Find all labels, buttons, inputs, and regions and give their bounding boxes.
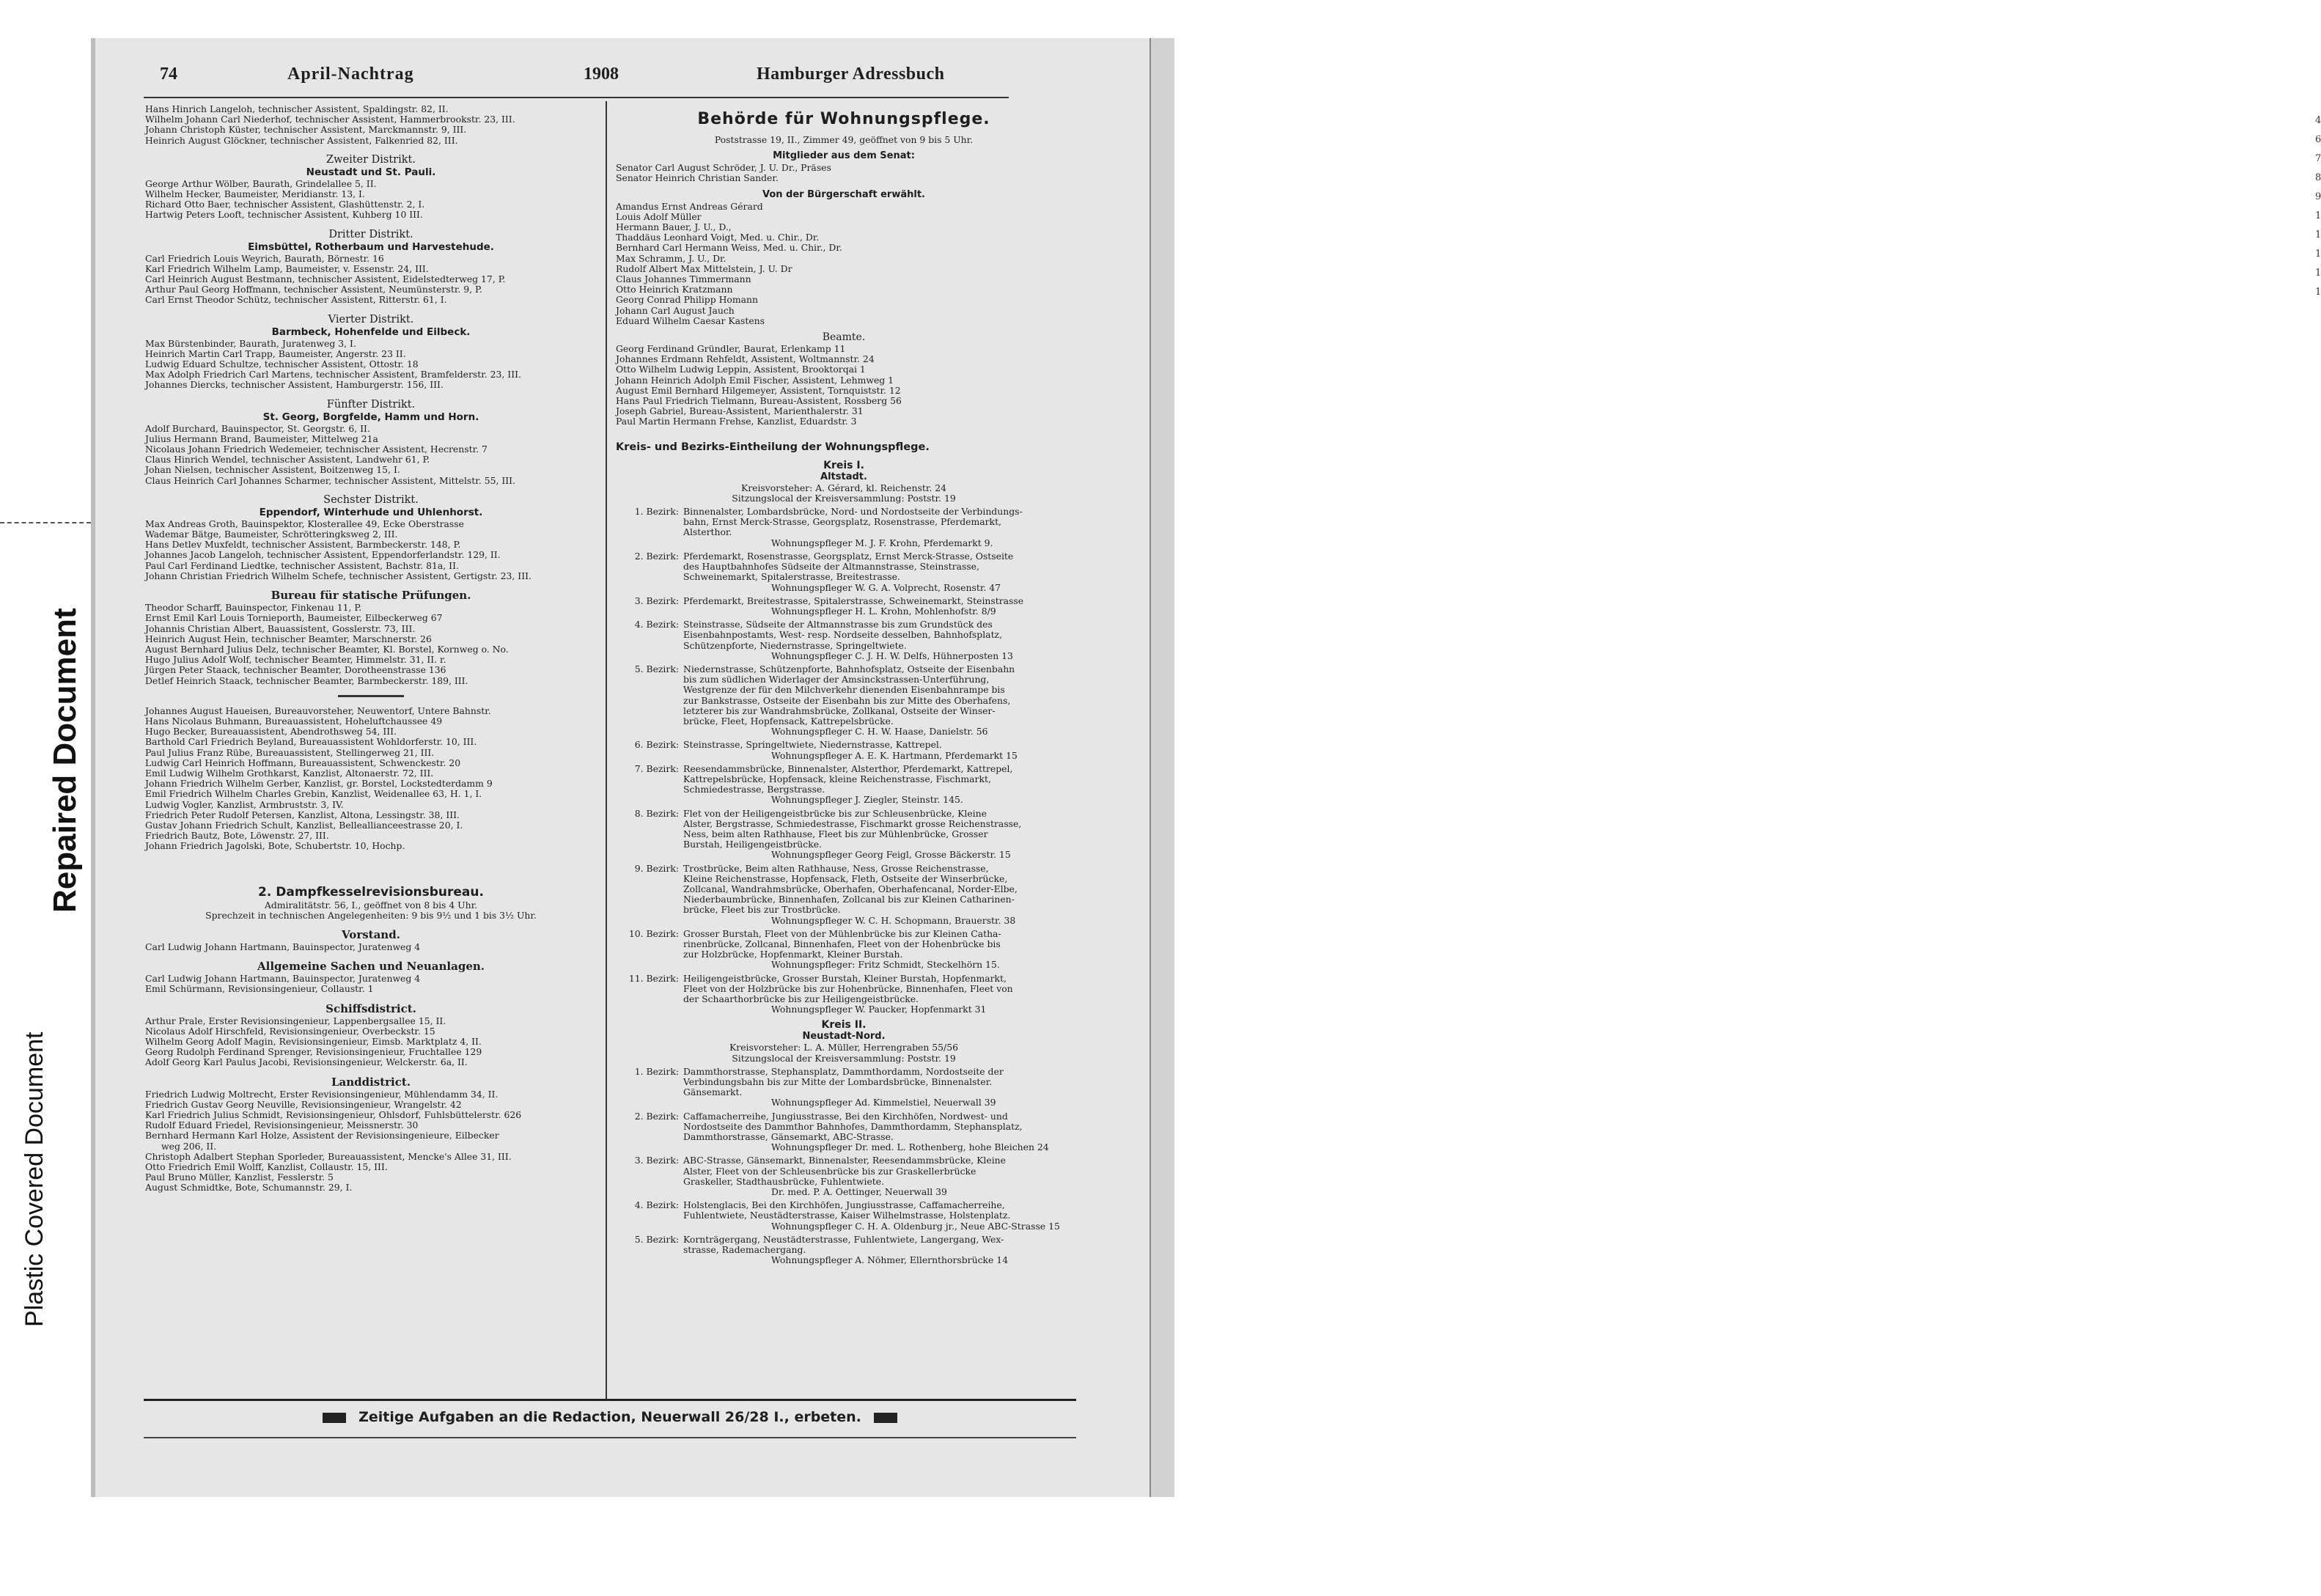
left-column	[145, 104, 597, 1194]
wohnungspfleger: Wohnungspfleger A. E. K. Hartmann, Pferdemarkt 15	[771, 749, 1018, 761]
entry-line: Hans Paul Friedrich Tielmann, Bureau-Assistent, Rossberg 56	[616, 395, 902, 407]
bezirk-streets	[683, 740, 1072, 760]
bezirk-line: Pferdemarkt, Breitestrasse, Spitalerstrasse, Schweinemarkt, Steinstrasse	[683, 595, 1024, 606]
entry-line: Adolf Burchard, Bauinspector, St. Georgstr. 6, II.	[145, 422, 370, 434]
bezirk-entry	[616, 974, 1072, 1015]
bezirk-label: 8. Bezirk:	[634, 807, 679, 819]
entry-line: Theodor Scharff, Bauinspector, Finkenau 11, P.	[145, 602, 362, 614]
wohnungspfleger: Wohnungspfleger H. L. Krohn, Mohlenhofstr. 8/9	[771, 605, 996, 617]
entry-line: Rudolf Albert Max Mittelstein, J. U. Dr	[616, 262, 792, 274]
bezirk-line: bis zum südlichen Widerlager der Amsinckstrassen-Unterführung,	[683, 674, 990, 685]
district-title: Zweiter Distrikt.	[326, 153, 416, 166]
entry-line: Georg Ferdinand Gründler, Baurat, Erlenkamp 11	[616, 343, 846, 355]
bezirk-line: Dammthorstrasse, Stephansplatz, Dammthordamm, Nordostseite der	[683, 1065, 1004, 1077]
entry-line: Johannes Erdmann Rehfeldt, Assistent, Woltmannstr. 24	[616, 353, 875, 365]
bezirk-line: Nordostseite des Dammthor Bahnhofes, Dammthordamm, Stephansplatz,	[683, 1120, 1023, 1132]
edge-glyph: 1	[2315, 287, 2321, 298]
entry-line: Johannes Jacob Langeloh, technischer Assistent, Eppendorferlandstr. 129, II.	[145, 549, 501, 561]
bezirk-streets	[683, 974, 1072, 1015]
entry-line: Max Adolph Friedrich Carl Martens, technischer Assistent, Bramfelderstr. 23, III.	[145, 369, 521, 380]
bezirk-line: Eisenbahnpostamts, West- resp. Nordseite desselben, Bahnhofsplatz,	[683, 629, 1003, 641]
wohnungspfleger: Wohnungspfleger M. J. F. Krohn, Pferdemarkt 9.	[771, 537, 993, 548]
entry-line: Johann Friedrich Jagolski, Bote, Schubertstr. 10, Hochp.	[145, 840, 405, 852]
bezirk-label: 2. Bezirk:	[634, 550, 679, 562]
district-subtitle: Neustadt und St. Pauli.	[306, 166, 436, 178]
entry-line: Carl Ludwig Johann Hartmann, Bauinspector, Juratenweg 4	[145, 973, 421, 985]
bezirk-line: rinenbrücke, Zollcanal, Binnenhafen, Fleet von der Hohenbrücke bis	[683, 938, 1001, 949]
header-year: 1908	[584, 65, 619, 84]
bezirk-line: Gänsemarkt.	[683, 1086, 743, 1098]
right-column	[616, 104, 1072, 1265]
bezirk-label: 5. Bezirk:	[634, 663, 679, 674]
entry-line: Wilhelm Hecker, Baumeister, Meridianstr. 13, I.	[145, 188, 365, 200]
bezirk-line: zur Holzbrücke, Hopfenmarkt, Kleiner Burstah.	[683, 949, 903, 960]
bezirk-line: Dammthorstrasse, Gänsemarkt, ABC-Strasse.	[683, 1131, 894, 1143]
bezirk-line: Pferdemarkt, Rosenstrasse, Georgsplatz, Ernst Merck-Strasse, Ostseite	[683, 550, 1014, 562]
bezirk-label: 9. Bezirk:	[634, 862, 679, 874]
footer-rule-top	[144, 1399, 1076, 1401]
entry-line: Carl Heinrich August Bestmann, technischer Assistent, Eidelstedterweg 17, P.	[145, 273, 506, 285]
entry-line: Friedrich Peter Rudolf Petersen, Kanzlist, Altona, Lessingstr. 38, III.	[145, 809, 460, 820]
office-address: Poststrasse 19, II., Zimmer 49, geöffnet von 9 bis 5 Uhr.	[714, 134, 974, 145]
wohnungspfleger: Wohnungspfleger Dr. med. L. Rothenberg, hohe Bleichen 24	[771, 1141, 1049, 1153]
bezirk-entry	[616, 619, 1072, 661]
column-divider	[606, 101, 607, 1399]
plastic-covered-label: Plastic Covered Document	[21, 1031, 48, 1327]
bezirk-line: der Schaarthorbrücke bis zur Heiligengeistbrücke.	[683, 993, 919, 1005]
kreis-title: Kreis II.	[821, 1019, 867, 1031]
dampf-section-title: Landdistrict.	[331, 1075, 411, 1089]
entry-line: Eduard Wilhelm Caesar Kastens	[616, 315, 765, 326]
entry-line: Detlef Heinrich Staack, technischer Beamter, Barmbeckerstr. 189, III.	[145, 674, 468, 686]
entry-line: Rudolf Eduard Friedel, Revisionsingenieur, Meissnerstr. 30	[145, 1119, 419, 1131]
entry-line: Hans Detlev Muxfeldt, technischer Assistent, Barmbeckerstr. 148, P.	[145, 539, 461, 551]
bezirk-line: zur Bankstrasse, Ostseite der Eisenbahn bis zur Mitte des Oberhafens,	[683, 694, 1011, 706]
wohnungspfleger: Wohnungspfleger W. Paucker, Hopfenmarkt 31	[771, 1004, 987, 1015]
bezirk-line: Fuhlentwiete, Neustädterstrasse, Kaiser Wilhelmstrasse, Holstenplatz.	[683, 1210, 1011, 1221]
page-number: 74	[160, 65, 177, 84]
bezirk-line: Holstenglacis, Bei den Kirchhöfen, Jungiusstrasse, Caffamacherreihe,	[683, 1199, 1005, 1211]
kreisvorsteher: Kreisvorsteher: A. Gérard, kl. Reichenstr. 24	[740, 482, 947, 493]
bezirk-streets	[683, 1067, 1072, 1108]
bezirk-entry	[616, 1111, 1072, 1153]
entry-line: Johan Nielsen, technischer Assistent, Boitzenweg 15, I.	[145, 464, 400, 476]
kreis-bezirk-heading: Kreis- und Bezirks-Eintheilung der Wohnungspflege.	[616, 441, 930, 453]
wohnungspfleger: Wohnungspfleger A. Nöhmer, Ellernthorsbrücke 14	[771, 1254, 1009, 1266]
entry-line: Johannes August Haueisen, Bureauvorsteher, Neuwentorf, Untere Bahnstr.	[145, 705, 491, 716]
entry-line: Heinrich Martin Carl Trapp, Baumeister, Angerstr. 23 II.	[145, 347, 406, 359]
bezirk-line: ABC-Strasse, Gänsemarkt, Binnenalster, Reesendammsbrücke, Kleine	[683, 1155, 1006, 1166]
bezirk-streets	[683, 864, 1072, 926]
entry-line: Friedrich Bautz, Bote, Löwenstr. 27, III.	[145, 830, 329, 842]
entry-line: Ludwig Eduard Schultze, technischer Assistent, Ottostr. 18	[145, 358, 419, 370]
entry-line: weg 206, II.	[161, 1140, 217, 1152]
entry-line: Max Schramm, J. U., Dr.	[616, 252, 727, 264]
footer-text: Zeitige Aufgaben an die Redaction, Neuerwall 26/28 I., erbeten.	[358, 1409, 861, 1425]
bezirk-entry	[616, 507, 1072, 548]
bezirk-entry	[616, 740, 1072, 760]
entry-line: Carl Friedrich Louis Weyrich, Baurath, Börnestr. 16	[145, 252, 384, 264]
bezirk-line: Steinstrasse, Springeltwiete, Niedernstrasse, Kattrepel.	[683, 739, 942, 751]
section-rule	[338, 695, 404, 697]
bezirk-line: des Hauptbahnhofes Südseite der Altmannstrasse, Steinstrasse,	[683, 561, 979, 573]
entry-line: Paul Bruno Müller, Kanzlist, Fesslerstr. 5	[145, 1172, 334, 1183]
entry-line: August Schmidtke, Bote, Schumannstr. 29, I.	[145, 1182, 353, 1194]
bezirk-line: Schmiedestrasse, Bergstrasse.	[683, 784, 825, 795]
adjacent-page-edge	[1150, 38, 2321, 1497]
entry-line: August Bernhard Julius Delz, technischer Beamter, Kl. Borstel, Kornweg o. No.	[145, 643, 509, 655]
entry-line: Karl Friedrich Wilhelm Lamp, Baumeister, v. Essenstr. 24, III.	[145, 262, 429, 274]
bezirk-streets	[683, 596, 1072, 617]
bezirk-streets	[683, 507, 1072, 548]
entry-line: Johann Friedrich Wilhelm Gerber, Kanzlist, gr. Borstel, Lockstedterdamm 9	[145, 778, 493, 790]
entry-line: Paul Carl Ferdinand Liedtke, technischer Assistent, Bachstr. 81a, II.	[145, 559, 459, 571]
entry-line: Thaddäus Leonhard Voigt, Med. u. Chir., Dr.	[616, 232, 820, 243]
bezirk-streets	[683, 551, 1072, 593]
wohnungspfleger: Wohnungspfleger C. H. A. Oldenburg jr., Neue ABC-Strasse 15	[771, 1220, 1060, 1232]
bezirk-label: 4. Bezirk:	[634, 1199, 679, 1211]
bezirk-line: Kattrepelsbrücke, Hopfensack, kleine Reichenstrasse, Fischmarkt,	[683, 773, 991, 784]
bezirk-streets	[683, 929, 1072, 971]
sitzungslocal: Sitzungslocal der Kreisversammlung: Poststr. 19	[732, 1052, 956, 1064]
district-title: Vierter Distrikt.	[328, 313, 414, 326]
page-shadow-edge	[91, 38, 95, 1497]
senat-title: Mitglieder aus dem Senat:	[773, 150, 915, 162]
edge-glyph: 7	[2315, 153, 2321, 164]
entry-line: Hugo Julius Adolf Wolf, technischer Beamter, Himmelstr. 31, II. r.	[145, 654, 446, 666]
entry-line: Carl Ernst Theodor Schütz, technischer Assistent, Ritterstr. 61, I.	[145, 294, 447, 306]
header-rule	[144, 97, 1009, 98]
kreis-title: Kreis I.	[823, 459, 864, 471]
entry-line: Emil Friedrich Wilhelm Charles Grebin, Kanzlist, Weidenallee 63, H. 1, I.	[145, 788, 482, 800]
entry-line: Wilhelm Georg Adolf Magin, Revisionsingenieur, Eimsb. Marktplatz 4, II.	[145, 1035, 482, 1047]
edge-glyph: 1	[2315, 229, 2321, 240]
entry-line: Johann Christoph Küster, technischer Assistent, Marckmannstr. 9, III.	[145, 124, 467, 136]
pointing-hand-left-icon	[323, 1413, 346, 1423]
bezirk-line: Schützenpforte, Niedernstrasse, Springeltwiete.	[683, 639, 907, 651]
wohnungspflege-title: Behörde für Wohnungspflege.	[697, 110, 990, 128]
bezirk-entry	[616, 551, 1072, 593]
dashed-divider	[0, 522, 91, 523]
bezirk-line: Alsterthor.	[683, 526, 732, 538]
edge-glyph: 1	[2315, 249, 2321, 260]
bezirk-label: 1. Bezirk:	[634, 506, 679, 518]
repaired-document-label: Repaired Document	[47, 608, 83, 913]
entry-line: Karl Friedrich Julius Schmidt, Revisionsingenieur, Ohlsdorf, Fuhlsbüttelerstr. 626	[145, 1109, 522, 1120]
entry-line: Wademar Bätge, Baumeister, Schrötteringksweg 2, III.	[145, 529, 398, 540]
edge-glyph: 8	[2315, 172, 2321, 183]
entry-line: Bernhard Carl Hermann Weiss, Med. u. Chir., Dr.	[616, 242, 842, 254]
entry-line: Senator Carl August Schröder, J. U. Dr., Präses	[616, 162, 831, 174]
bezirk-line: Reesendammsbrücke, Binnenalster, Alsterthor, Pferdemarkt, Kattrepel,	[683, 762, 1013, 774]
entry-line: Ernst Emil Karl Louis Tornieporth, Baumeister, Eilbeckerweg 67	[145, 612, 443, 624]
bezirk-line: bahn, Ernst Merck-Strasse, Georgsplatz, Rosenstrasse, Pferdemarkt,	[683, 516, 1001, 528]
entry-line: Johann Carl August Jauch	[616, 304, 735, 316]
wohnungspfleger: Wohnungspfleger C. J. H. W. Delfs, Hühnerposten 13	[771, 650, 1013, 661]
bezirk-streets	[683, 664, 1072, 737]
edge-glyph: 4	[2315, 115, 2321, 126]
entry-line: Emil Schürmann, Revisionsingenieur, Collaustr. 1	[145, 983, 374, 995]
bezirk-label: 3. Bezirk:	[634, 595, 679, 606]
entry-line: George Arthur Wölber, Baurath, Grindelallee 5, II.	[145, 177, 377, 189]
entry-line: Hans Nicolaus Buhmann, Bureauassistent, Hoheluftchaussee 49	[145, 715, 443, 727]
entry-line: Louis Adolf Müller	[616, 210, 702, 222]
entry-line: Georg Rudolph Ferdinand Sprenger, Revisionsingenieur, Fruchtallee 129	[145, 1046, 482, 1058]
edge-glyph: 9	[2315, 191, 2321, 202]
kreis-name: Neustadt-Nord.	[802, 1031, 886, 1042]
entry-line: Friedrich Ludwig Moltrecht, Erster Revisionsingenieur, Mühlendamm 34, II.	[145, 1088, 499, 1100]
entry-line: Arthur Prale, Erster Revisionsingenieur, Lappenbergsallee 15, II.	[145, 1015, 446, 1026]
wohnungspfleger: Wohnungspfleger Georg Feigl, Grosse Bäckerstr. 15	[771, 849, 1011, 861]
wohnungspfleger: Dr. med. P. A. Oettinger, Neuerwall 39	[771, 1186, 947, 1198]
edge-glyph: 1	[2315, 210, 2321, 221]
bezirk-line: Heiligengeistbrücke, Grosser Burstah, Kleiner Burstah, Hopfenmarkt,	[683, 972, 1007, 984]
entry-line: Amandus Ernst Andreas Gérard	[616, 200, 763, 212]
entry-line: Paul Julius Franz Rübe, Bureauassistent, Stellingerweg 21, III.	[145, 746, 435, 758]
bezirk-line: Trostbrücke, Beim alten Rathhause, Ness, Grosse Reichenstrasse,	[683, 862, 989, 874]
bezirk-label: 5. Bezirk:	[634, 1233, 679, 1245]
bezirk-line: brücke, Fleet, Hopfensack, Kattrepelsbrücke.	[683, 715, 894, 727]
entry-line: Carl Ludwig Johann Hartmann, Bauinspector, Juratenweg 4	[145, 941, 421, 952]
kreis-name: Altstadt.	[820, 471, 867, 482]
bezirk-streets	[683, 619, 1072, 661]
bezirk-streets	[683, 764, 1072, 806]
wohnungspfleger: Wohnungspfleger W. C. H. Schopmann, Brauerstr. 38	[771, 914, 1016, 926]
bezirk-streets	[683, 1235, 1072, 1266]
district-title: Fünfter Distrikt.	[326, 398, 416, 411]
bezirk-entry	[616, 1235, 1072, 1266]
entry-line: Richard Otto Baer, technischer Assistent, Glashüttenstr. 2, I.	[145, 199, 425, 210]
bezirk-line: Caffamacherreihe, Jungiusstrasse, Bei den Kirchhöfen, Nordwest- und	[683, 1110, 1008, 1122]
entry-line: Ludwig Vogler, Kanzlist, Armbruststr. 3, IV.	[145, 798, 344, 810]
kreisvorsteher: Kreisvorsteher: L. A. Müller, Herrengraben 55/56	[729, 1042, 958, 1053]
dampf-section-title: Allgemeine Sachen und Neuanlagen.	[257, 960, 485, 974]
bezirk-label: 1. Bezirk:	[634, 1065, 679, 1077]
footer-notice	[144, 1406, 1076, 1428]
wohnungspfleger: Wohnungspfleger: Fritz Schmidt, Steckelhörn 15.	[771, 959, 1000, 971]
entry-line: Emil Ludwig Wilhelm Grothkarst, Kanzlist, Altonaerstr. 72, III.	[145, 767, 434, 779]
bezirk-line: Graskeller, Stadthausbrücke, Fuhlentwiete.	[683, 1175, 885, 1187]
entry-line: Paul Martin Hermann Frehse, Kanzlist, Eduardstr. 3	[616, 416, 857, 427]
bezirk-label: 7. Bezirk:	[634, 762, 679, 774]
bezirk-entry	[616, 864, 1072, 926]
dampf-hours: Sprechzeit in technischen Angelegenheiten: 9 bis 9½ und 1 bis 3½ Uhr.	[205, 909, 537, 921]
bezirk-line: Westgrenze der für den Milchverkehr dienenden Eisenbahnrampe bis	[683, 684, 1005, 696]
entry-line: Hartwig Peters Looft, technischer Assistent, Kuhberg 10 III.	[145, 209, 423, 221]
entry-line: Johann Christian Friedrich Wilhelm Schefe, technischer Assistent, Gertigstr. 23, III.	[145, 570, 531, 581]
entry-line: Claus Hinrich Wendel, technischer Assistent, Landwehr 61, P.	[145, 454, 430, 466]
district-title: Dritter Distrikt.	[328, 228, 413, 240]
header-book: Hamburger Adressbuch	[757, 65, 945, 84]
entry-line: Johann Heinrich Adolph Emil Fischer, Assistent, Lehmweg 1	[616, 374, 894, 386]
bezirk-label: 4. Bezirk:	[634, 619, 679, 630]
bezirk-line: Steinstrasse, Südseite der Altmannstrasse bis zum Grundstück des	[683, 619, 993, 630]
bezirk-line: Niederbaumbrücke, Binnenhafen, Zollcanal bis zur Kleinen Catharinen-	[683, 894, 1015, 905]
wohnungspfleger: Wohnungspfleger C. H. W. Haase, Danielstr. 56	[771, 726, 988, 738]
entry-line: Nicolaus Johann Friedrich Wedemeier, technischer Assistent, Hecrenstr. 7	[145, 444, 488, 455]
bezirk-line: strasse, Rademachergang.	[683, 1244, 806, 1256]
entry-line: Claus Heinrich Carl Johannes Scharmer, technischer Assistent, Mittelstr. 55, III.	[145, 474, 515, 486]
bezirk-line: Binnenalster, Lombardsbrücke, Nord- und Nordostseite der Verbindungs-	[683, 506, 1023, 518]
entry-line: August Emil Bernhard Hilgemeyer, Assistent, Tornquiststr. 12	[616, 384, 901, 396]
entry-line: Joseph Gabriel, Bureau-Assistent, Marienthalerstr. 31	[616, 405, 864, 417]
entry-line: Claus Johannes Timmermann	[616, 273, 751, 285]
bezirk-line: Burstah, Heiligengeistbrücke.	[683, 839, 822, 850]
wohnungspfleger: Wohnungspfleger J. Ziegler, Steinstr. 145.	[771, 794, 963, 806]
dampf-section-title: Vorstand.	[342, 927, 400, 941]
entry-line: Nicolaus Adolf Hirschfeld, Revisionsingenieur, Overbeckstr. 15	[145, 1025, 435, 1037]
entry-line: Otto Heinrich Kratzmann	[616, 284, 733, 295]
district-subtitle: St. Georg, Borgfelde, Hamm und Horn.	[262, 411, 479, 423]
bezirk-entry	[616, 929, 1072, 971]
bezirk-line: Alster, Bergstrasse, Schmiedestrasse, Fischmarkt grosse Reichenstrasse,	[683, 817, 1022, 829]
bezirk-line: Kleine Reichenstrasse, Hopfensack, Fleth, Ostseite der Winserbrücke,	[683, 872, 1008, 884]
bezirk-line: letzterer bis zur Wandrahmsbrücke, Zollkanal, Ostseite der Winser-	[683, 705, 996, 716]
bezirk-label: 2. Bezirk:	[634, 1110, 679, 1122]
entry-line: Hermann Bauer, J. U., D.,	[616, 221, 732, 233]
district-subtitle: Eppendorf, Winterhude und Uhlenhorst.	[259, 506, 483, 518]
entry-line: Johannes Diercks, technischer Assistent, Hamburgerstr. 156, III.	[145, 379, 444, 391]
entry-line: Bernhard Hermann Karl Holze, Assistent der Revisionsingenieure, Eilbecker	[145, 1130, 499, 1141]
sitzungslocal: Sitzungslocal der Kreisversammlung: Poststr. 19	[732, 492, 956, 504]
page-header	[147, 65, 953, 88]
entry-line: Senator Heinrich Christian Sander.	[616, 172, 779, 184]
pointing-hand-right-icon	[874, 1413, 897, 1423]
entry-line: Max Andreas Groth, Bauinspektor, Klosterallee 49, Ecke Oberstrasse	[145, 518, 464, 529]
district-subtitle: Barmbeck, Hohenfelde und Eilbeck.	[271, 326, 471, 338]
entry-line: Hugo Becker, Bureauassistent, Abendrothsweg 54, III.	[145, 726, 397, 738]
bezirk-label: 10. Bezirk:	[628, 927, 679, 939]
bezirk-line: Fleet von der Holzbrücke bis zur Hohenbrücke, Binnenhafen, Fleet von	[683, 982, 1013, 994]
bezirk-label: 11. Bezirk:	[628, 972, 679, 984]
bezirk-label: 3. Bezirk:	[634, 1155, 679, 1166]
header-title: April-Nachtrag	[287, 65, 414, 84]
footer-rule-bottom	[144, 1437, 1076, 1438]
bezirk-entry	[616, 664, 1072, 737]
edge-glyph: 1	[2315, 268, 2321, 279]
entry-line: Hans Hinrich Langeloh, technischer Assistent, Spaldingstr. 82, II.	[145, 103, 449, 114]
entry-line: Heinrich August Hein, technischer Beamter, Marschnerstr. 26	[145, 633, 432, 644]
entry-line: Otto Friedrich Emil Wolff, Kanzlist, Collaustr. 15, III.	[145, 1161, 388, 1173]
bezirk-entry	[616, 809, 1072, 861]
entry-line: Gustav Johann Friedrich Schult, Kanzlist, Belleallianceestrasse 20, I.	[145, 819, 463, 831]
district-subtitle: Eimsbüttel, Rotherbaum und Harvestehude.	[248, 240, 494, 253]
bezirk-line: Flet von der Heiligengeistbrücke bis zur Schleusenbrücke, Kleine	[683, 807, 987, 819]
bezirk-entry	[616, 764, 1072, 806]
entry-line: Friedrich Gustav Georg Neuville, Revisionsingenieur, Wrangelstr. 42	[145, 1098, 462, 1110]
bezirk-line: Zollcanal, Wandrahmsbrücke, Oberhafen, Oberhafencanal, Norder-Elbe,	[683, 883, 1018, 894]
entry-line: Georg Conrad Philipp Homann	[616, 294, 758, 306]
entry-line: Wilhelm Johann Carl Niederhof, technischer Assistent, Hammerbrookstr. 23, III.	[145, 114, 515, 125]
edge-glyph: 6	[2315, 134, 2321, 145]
bureau-title: Bureau für statische Prüfungen.	[271, 589, 471, 603]
entry-line: Julius Hermann Brand, Baumeister, Mittelweg 21a	[145, 433, 378, 444]
district-title: Sechster Distrikt.	[323, 493, 419, 506]
entry-line: Christoph Adalbert Stephan Sporleder, Bureauassistent, Mencke's Allee 31, III.	[145, 1150, 512, 1162]
entry-line: Max Bürstenbinder, Baurath, Juratenweg 3, I.	[145, 337, 356, 349]
entry-line: Johannis Christian Albert, Bauassistent, Gosslerstr. 73, III.	[145, 622, 416, 634]
buergerschaft-title: Von der Bürgerschaft erwählt.	[762, 188, 925, 200]
bezirk-line: Verbindungsbahn bis zur Mitte der Lombardsbrücke, Binnenalster.	[683, 1076, 993, 1088]
bezirk-streets	[683, 809, 1072, 861]
entry-line: Barthold Carl Friedrich Beyland, Bureauassistent Wohldorferstr. 10, III.	[145, 736, 477, 748]
bezirk-entry	[616, 1067, 1072, 1108]
bezirk-line: Schweinemarkt, Spitalerstrasse, Breitestrasse.	[683, 571, 900, 583]
bezirk-entry	[616, 1155, 1072, 1197]
bezirk-line: Niedernstrasse, Schützenpforte, Bahnhofsplatz, Ostseite der Eisenbahn	[683, 663, 1015, 674]
entry-line: Otto Wilhelm Ludwig Leppin, Assistent, Brooktorqai 1	[616, 364, 866, 375]
bezirk-line: Alster, Fleet von der Schleusenbrücke bis zur Graskellerbrücke	[683, 1165, 976, 1177]
entry-line: Adolf Georg Karl Paulus Jacobi, Revisionsingenieur, Welckerstr. 6a, II.	[145, 1056, 468, 1068]
bezirk-line: Ness, beim alten Rathhause, Fleet bis zur Mühlenbrücke, Grosser	[683, 828, 988, 839]
wohnungspfleger: Wohnungspfleger W. G. A. Volprecht, Rosenstr. 47	[771, 581, 1001, 593]
edge-glyphs	[2315, 111, 2321, 302]
dampf-address: Admiralitätstr. 56, I., geöffnet von 8 bis 4 Uhr.	[264, 899, 478, 911]
bezirk-line: brücke, Fleet bis zur Trostbrücke.	[683, 904, 841, 916]
bezirk-line: Kornträgergang, Neustädterstrasse, Fuhlentwiete, Langergang, Wex-	[683, 1233, 1004, 1245]
bezirk-entry	[616, 1200, 1072, 1232]
bezirk-streets	[683, 1200, 1072, 1232]
wohnungspfleger: Wohnungspfleger Ad. Kimmelstiel, Neuerwall 39	[771, 1097, 996, 1108]
bezirk-label: 6. Bezirk:	[634, 739, 679, 751]
bezirk-streets	[683, 1111, 1072, 1153]
dampf-section-title: Schiffsdistrict.	[325, 1001, 416, 1015]
beamte-title: Beamte.	[822, 331, 866, 344]
dampf-title: 2. Dampfkesselrevisionsbureau.	[258, 884, 484, 900]
bezirk-line: Grosser Burstah, Fleet von der Mühlenbrücke bis zur Kleinen Catha-	[683, 927, 1001, 939]
entry-line: Arthur Paul Georg Hoffmann, technischer Assistent, Neumünsterstr. 9, P.	[145, 284, 482, 295]
entry-line: Heinrich August Glöckner, technischer Assistent, Falkenried 82, III.	[145, 134, 458, 146]
entry-line: Ludwig Carl Heinrich Hoffmann, Bureauassistent, Schwenckestr. 20	[145, 757, 461, 768]
bezirk-entry	[616, 596, 1072, 617]
bezirk-streets	[683, 1155, 1072, 1197]
entry-line: Jürgen Peter Staack, technischer Beamter, Dorotheenstrasse 136	[145, 664, 446, 676]
